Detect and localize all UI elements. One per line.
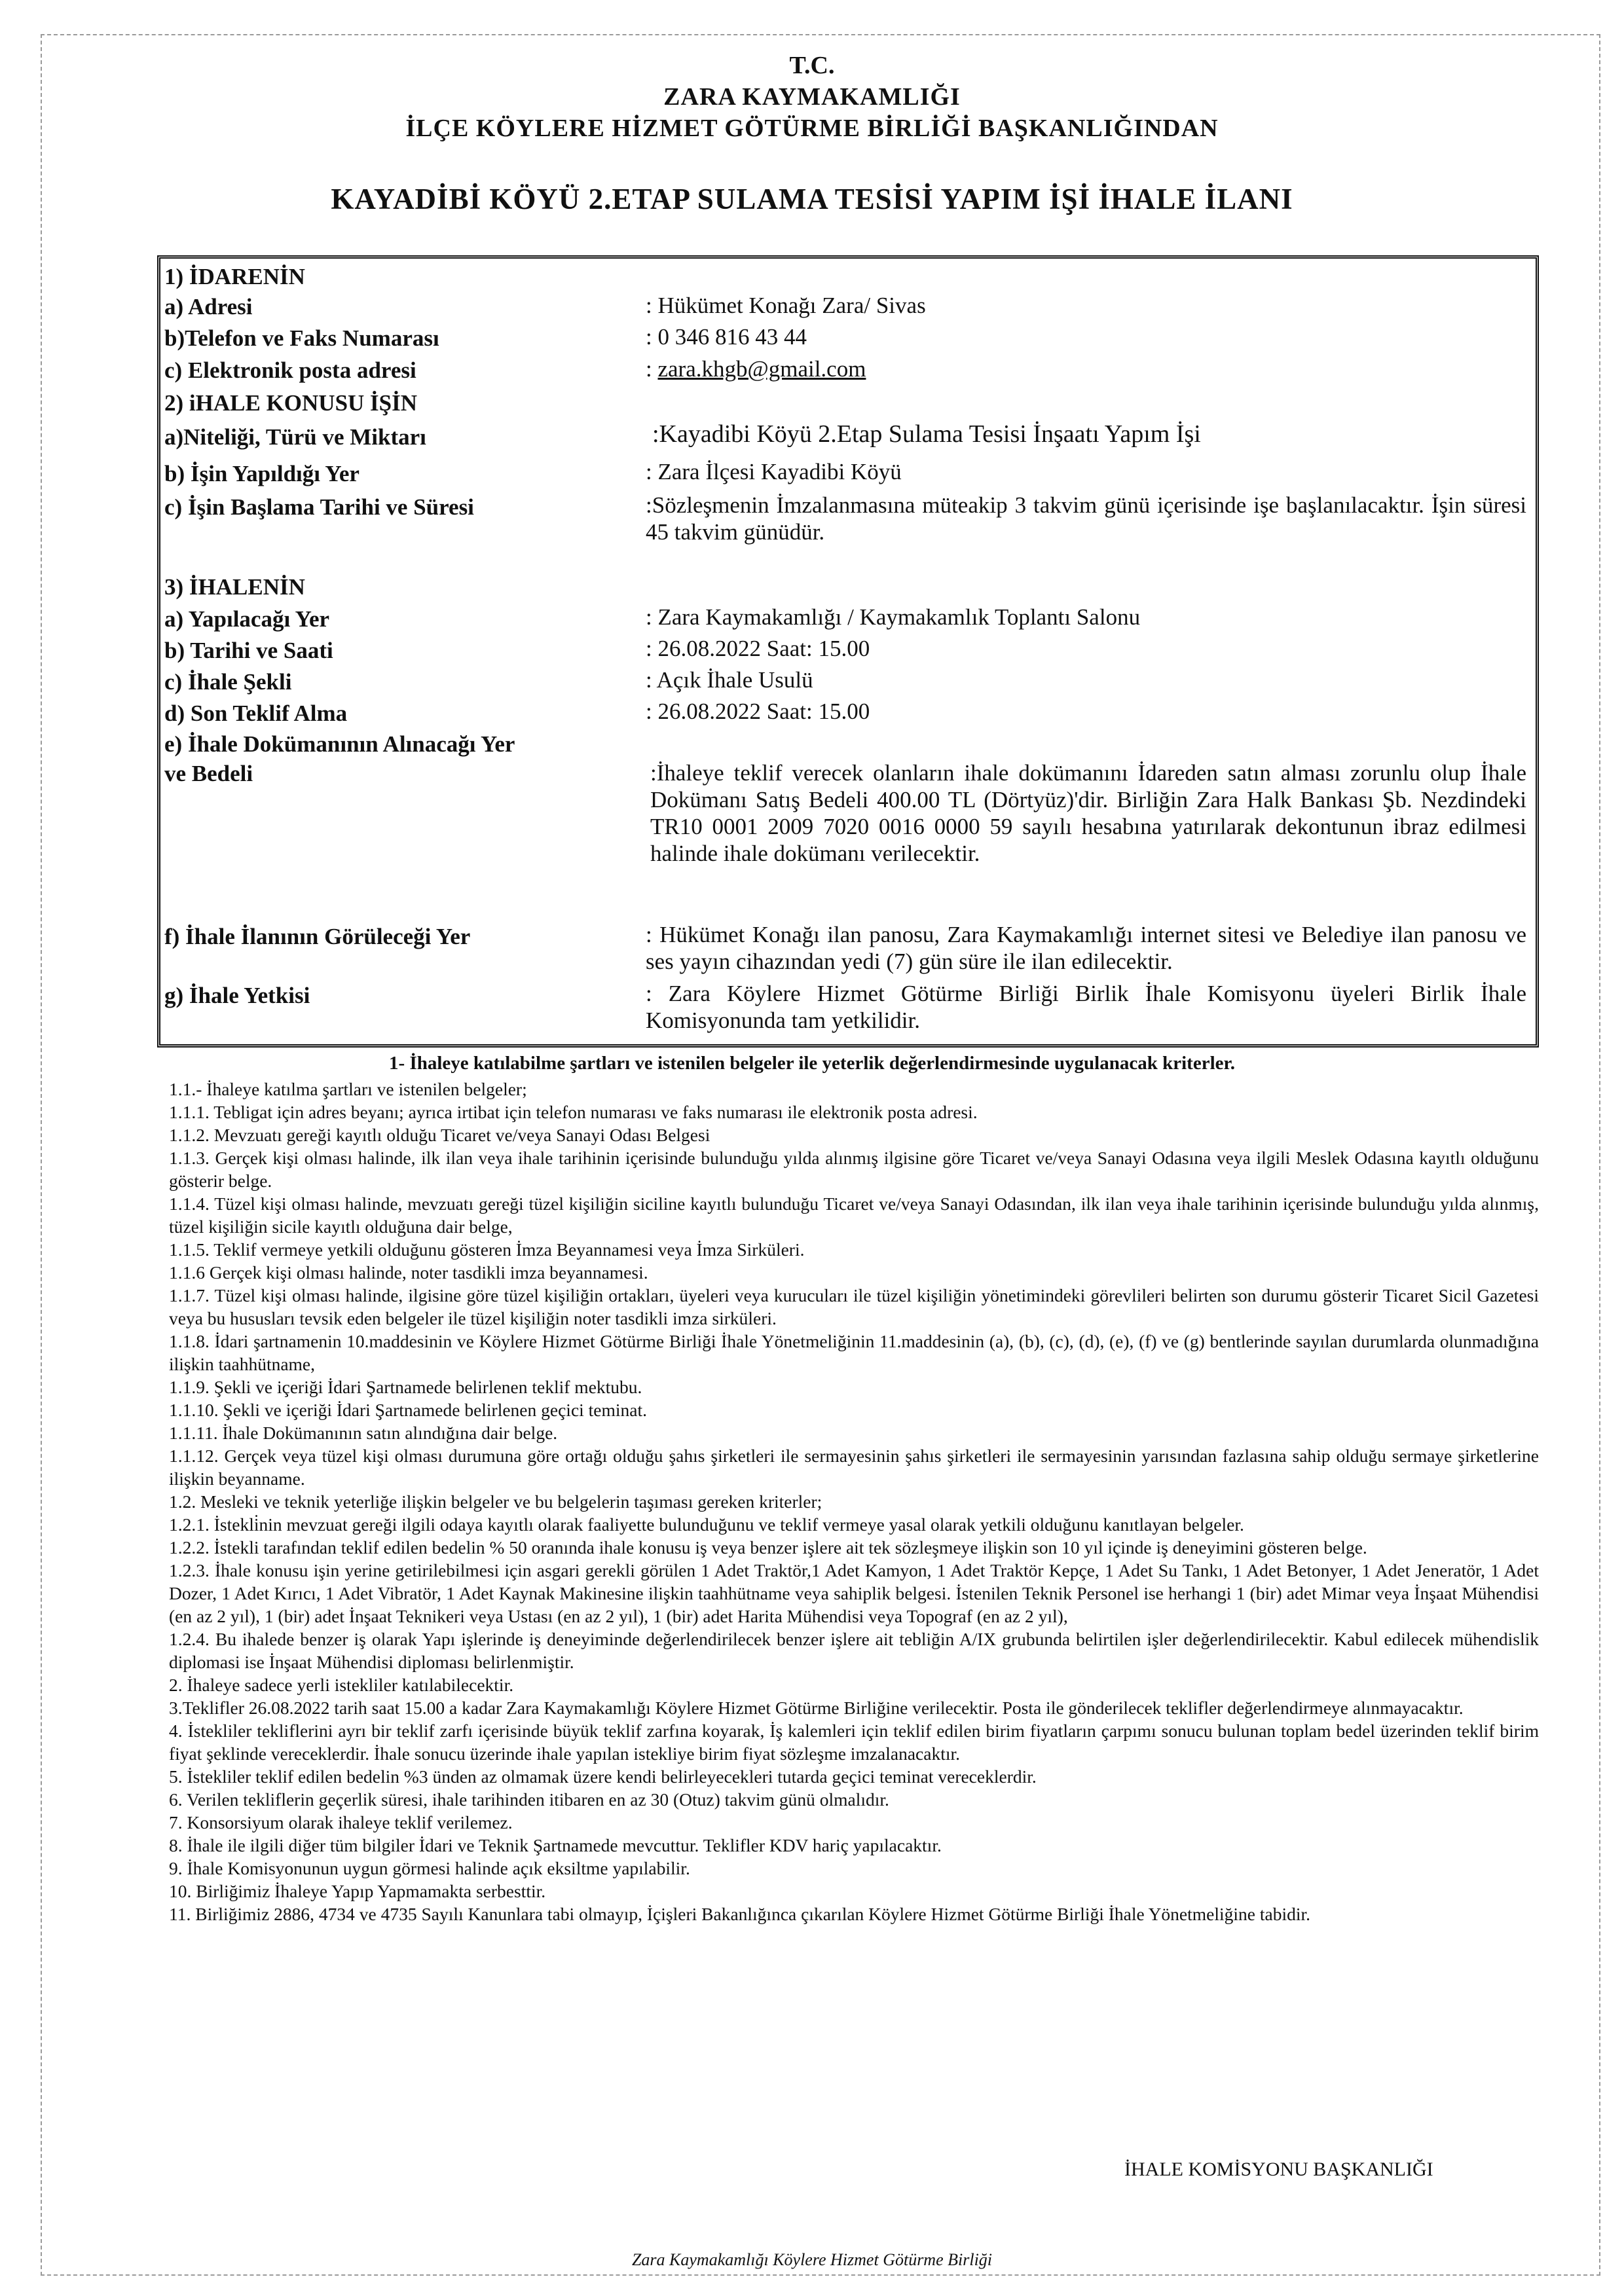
document-place-label-1: e) İhale Dokümanının Alınacağı Yer: [164, 731, 515, 757]
email-row: [646, 356, 866, 382]
deadline-label: d) Son Teklif Alma: [164, 701, 348, 726]
document-title: KAYADİBİ KÖYÜ 2.ETAP SULAMA TESİSİ YAPIM İŞİ İHALE İLANI: [331, 183, 1293, 215]
criteria-item: 2. İhaleye sadece yerli istekliler katılabilecektir.: [169, 1675, 514, 1695]
criteria-item: 1.1.4. Tüzel kişi olması halinde, mevzuatı gereği tüzel kişiliğin siciline kayıtlı bulunduğu Ticaret ve/veya Sanayi Odasından, ilk ilan veya ihale tarihinin içerisinde bulunduğu yılda alınmış, tüzel kişiliğin sicile kayıtlı olduğuna dair belge,: [169, 1194, 1539, 1237]
criteria-item: 1.2.2. İstekli tarafından teklif edilen bedelin % 50 oranında ihale konusu iş veya benzer işlere ait tek sözleşmeye ilişkin son 10 yıl içinde iş deneyimini gösteren belge.: [169, 1537, 1367, 1558]
datetime-value: : 26.08.2022 Saat: 15.00: [646, 636, 870, 661]
criteria-item: 1.2. Mesleki ve teknik yeterliğe ilişkin belgeler ve bu belgelerin taşıması gereken kriterler;: [169, 1491, 822, 1512]
announcement-place-value: : Hükümet Konağı ilan panosu, Zara Kaymakamlığı internet sitesi ve Belediye ilan panosu ve ses yayın cihazından yedi (7) gün süre ile ilan edilecektir.: [646, 922, 1526, 974]
email-label: c) Elektronik posta adresi: [164, 357, 416, 383]
phone-label: b)Telefon ve Faks Numarası: [164, 325, 439, 351]
start-duration-label: c) İşin Başlama Tarihi ve Süresi: [164, 494, 474, 520]
criteria-heading: 1- İhaleye katılabilme şartları ve istenilen belgeler ile yeterlik değerlendirmesinde uygulanacak kriterler.: [389, 1053, 1235, 1074]
authority-label: g) İhale Yetkisi: [164, 983, 310, 1008]
criteria-item: 1.1.6 Gerçek kişi olması halinde, noter tasdikli imza beyannamesi.: [169, 1262, 648, 1283]
criteria-item: 6. Verilen tekliflerin geçerlik süresi, ihale tarihinden itibaren en az 30 (Otuz) takvim günü olmalıdır.: [169, 1789, 889, 1810]
criteria-item: 1.1.9. Şekli ve içeriği İdari Şartnamede belirlenen teklif mektubu.: [169, 1377, 642, 1397]
address-value: : Hükümet Konağı Zara/ Sivas: [646, 293, 926, 318]
document-place-value: :İhaleye teklif verecek olanların ihale dokümanını İdareden satın alması zorunlu olup İhale Dokümanı Satış Bedeli 400.00 TL (Dörtyüz)'dir. Birliğin Zara Halk Bankası Şb. Nezdindeki TR10 0001 2009 7020 0016 0000 59 sayılı hesabına yatırılarak dekontunun ibraz edilmesi halinde ihale dokümanı verilecektir.: [650, 760, 1526, 866]
venue-value: : Zara Kaymakamlığı / Kaymakamlık Toplantı Salonu: [646, 604, 1141, 630]
criteria-item: 7. Konsorsiyum olarak ihaleye teklif verilemez.: [169, 1812, 513, 1832]
venue-label: a) Yapılacağı Yer: [164, 606, 330, 632]
procedure-value: : Açık İhale Usulü: [646, 667, 813, 693]
authority-value: : Zara Köylere Hizmet Götürme Birliği Birlik İhale Komisyonu üyeleri Birlik İhale Komisyonunda tam yetkilidir.: [646, 981, 1526, 1033]
criteria-item: 1.1.7. Tüzel kişi olması halinde, ilgisine göre tüzel kişiliğin ortakları, üyeleri veya kurucuları ile tüzel kişiliğin yönetimindeki görevlileri belirten son durumu gösterir Ticaret Sicil Gazetesi veya bu hususları tevsik eden belgeler ile tüzel kişiliğin noter tasdikli imza sirküleri.: [169, 1285, 1539, 1328]
criteria-item: 1.1.12. Gerçek veya tüzel kişi olması durumuna göre ortağı olduğu şahıs şirketleri ile sermayesinin şahıs şirketleri ile sermayesinin yarısından fazlasına sahip olduğu sermaye şirketlerine ilişkin beyanname.: [169, 1446, 1539, 1489]
criteria-item: 8. İhale ile ilgili diğer tüm bilgiler İdari ve Teknik Şartnamede mevcuttur. Teklifler KDV hariç yapılacaktır.: [169, 1835, 942, 1855]
criteria-item: 3.Teklifler 26.08.2022 tarih saat 15.00 a kadar Zara Kaymakamlığı Köylere Hizmet Götürme Birliğine verilecektir. Posta ile gönderilecek teklifler değerlendirmeye alınmayacaktır.: [169, 1698, 1464, 1718]
header-institution: ZARA KAYMAKAMLIĞI: [663, 83, 961, 111]
start-duration-value: :Sözleşmenin İmzalanmasına müteakip 3 takvim günü içerisinde işe başlanılacaktır. İşin süresi 45 takvim günüdür.: [646, 492, 1526, 545]
criteria-item: 9. İhale Komisyonunun uygun görmesi halinde açık eksiltme yapılabilir.: [169, 1858, 690, 1878]
section-idare-heading: 1) İDARENİN: [164, 264, 305, 289]
section-konu-heading: 2) iHALE KONUSU İŞİN: [164, 390, 418, 416]
criteria-item: 1.1.3. Gerçek kişi olması halinde, ilk ilan veya ihale tarihinin içerisinde bulunduğu yılda alınmış ilgisine göre Ticaret ve/veya Sanayi Odasına veya ilgili Meslek Odasına kayıtlı olduğunu gösterir belge.: [169, 1148, 1539, 1191]
criteria-item: 11. Birliğimiz 2886, 4734 ve 4735 Sayılı Kanunlara tabi olmayıp, İçişleri Bakanlığınca çıkarılan Köylere Hizmet Götürme Birliği İhale Yönetmeliğine tabidir.: [169, 1904, 1311, 1924]
header-tc: T.C.: [789, 52, 835, 79]
email-link[interactable]: zara.khgb@gmail.com: [657, 356, 866, 382]
criteria-item: 4. İstekliler tekliflerini ayrı bir teklif zarfı içerisinde büyük teklif zarfına koyarak, İş kalemleri için teklif edilen birim fiyatların çarpımı sonucu bulunan toplam bedel üzerinden teklif birim fiyat şeklinde vereceklerdir. İhale sonucu üzerinde ihale yapılan istekliye birim fiyat sözleşme imzalanacaktır.: [169, 1721, 1539, 1764]
work-location-label: b) İşin Yapıldığı Yer: [164, 461, 360, 486]
criteria-item: 1.2.3. İhale konusu işin yerine getirilebilmesi için asgari gerekli görülen 1 Adet Traktör,1 Adet Kamyon, 1 Adet Traktör Kepçe, 1 Adet Su Tankı, 1 Adet Betonyer, 1 Adet Jeneratör, 1 Adet Dozer, 1 Adet Kırıcı, 1 Adet Vibratör, 1 Adet Kaynak Makinesine ilişkin taahhütname veya sahiplik belgesi. İstenilen Teknik Personel ise herhangi 1 (bir) adet Mimar veya İnşaat Mühendisi (en az 2 yıl), 1 (bir) adet İnşaat Teknikeri veya Ustası (en az 2 yıl), 1 (bir) adet Harita Mühendisi veya Topograf (en az 2 yıl),: [169, 1560, 1539, 1626]
section-ihale-heading: 3) İHALENİN: [164, 574, 305, 600]
criteria-item: 1.1.- İhaleye katılma şartları ve istenilen belgeler;: [169, 1079, 527, 1099]
phone-value: : 0 346 816 43 44: [646, 324, 807, 350]
criteria-item: 1.2.1. İstekli̇nin mevzuat gereği ilgili odaya kayıtlı olarak faaliyette bulunduğunu ve teklif vermeye yasal olarak yetkili olduğunu kanıtlayan belgeler.: [169, 1514, 1244, 1535]
procedure-label: c) İhale Şekli: [164, 669, 292, 695]
criteria-item: 1.1.10. Şekli ve içeriği İdari Şartnamede belirlenen geçici teminat.: [169, 1400, 648, 1420]
criteria-item: 1.1.8. İdari şartnamenin 10.maddesinin ve Köylere Hizmet Götürme Birliği İhale Yönetmeliğinin 11.maddesinin (a), (b), (c), (d), (e), (f) ve (g) bentlerinde sayılan durumlarda olunmadığına ilişkin taahhütname,: [169, 1331, 1539, 1374]
announcement-place-label: f) İhale İlanının Görüleceği Yer: [164, 924, 471, 949]
datetime-label: b) Tarihi ve Saati: [164, 638, 333, 663]
nature-label: a)Niteliği, Türü ve Miktarı: [164, 424, 426, 450]
criteria-item: 1.1.1. Tebligat için adres beyanı; ayrıca irtibat için telefon numarası ve faks numarası ile elektronik posta adresi.: [169, 1102, 978, 1122]
criteria-item: 5. İstekliler teklif edilen bedelin %3 ünden az olmamak üzere kendi belirleyecekleri tutarda geçici teminat vereceklerdir.: [169, 1766, 1037, 1787]
criteria-item: 10. Birliğimiz İhaleye Yapıp Yapmamakta serbesttir.: [169, 1881, 546, 1901]
work-location-value: : Zara İlçesi Kayadibi Köyü: [646, 459, 902, 484]
criteria-item: 1.1.11. İhale Dokümanının satın alındığına dair belge.: [169, 1423, 558, 1443]
deadline-value: : 26.08.2022 Saat: 15.00: [646, 699, 870, 724]
criteria-list: [169, 1078, 1539, 1925]
document-place-label-2: ve Bedeli: [164, 761, 253, 786]
nature-value: :Kayadibi Köyü 2.Etap Sulama Tesisi İnşaatı Yapım İşi: [652, 420, 1201, 448]
email-prefix: :: [646, 356, 658, 382]
address-label: a) Adresi: [164, 294, 253, 319]
footer-union-name: Zara Kaymakamlığı Köylere Hizmet Götürme Birliği: [631, 2250, 993, 2269]
criteria-item: 1.1.5. Teklif vermeye yetkili olduğunu gösteren İmza Beyannamesi veya İmza Sirküleri.: [169, 1239, 805, 1260]
signature-committee: İHALE KOMİSYONU BAŞKANLIĞI: [1124, 2159, 1433, 2180]
criteria-item: 1.2.4. Bu ihalede benzer iş olarak Yapı işlerinde iş deneyiminde değerlendirilecek benzer işlere ait tebliğin A/IX grubunda belirtilen işler değerlendirilecektir. Kabul edilecek mühendislik diplomasi ise İnşaat Mühendisi diploması belirlenmiştir.: [169, 1629, 1539, 1672]
header-union: İLÇE KÖYLERE HİZMET GÖTÜRME BİRLİĞİ BAŞKANLIĞINDAN: [405, 115, 1219, 142]
criteria-item: 1.1.2. Mevzuatı gereği kayıtlı olduğu Ticaret ve/veya Sanayi Odası Belgesi: [169, 1125, 710, 1145]
info-box: [157, 255, 1539, 1048]
